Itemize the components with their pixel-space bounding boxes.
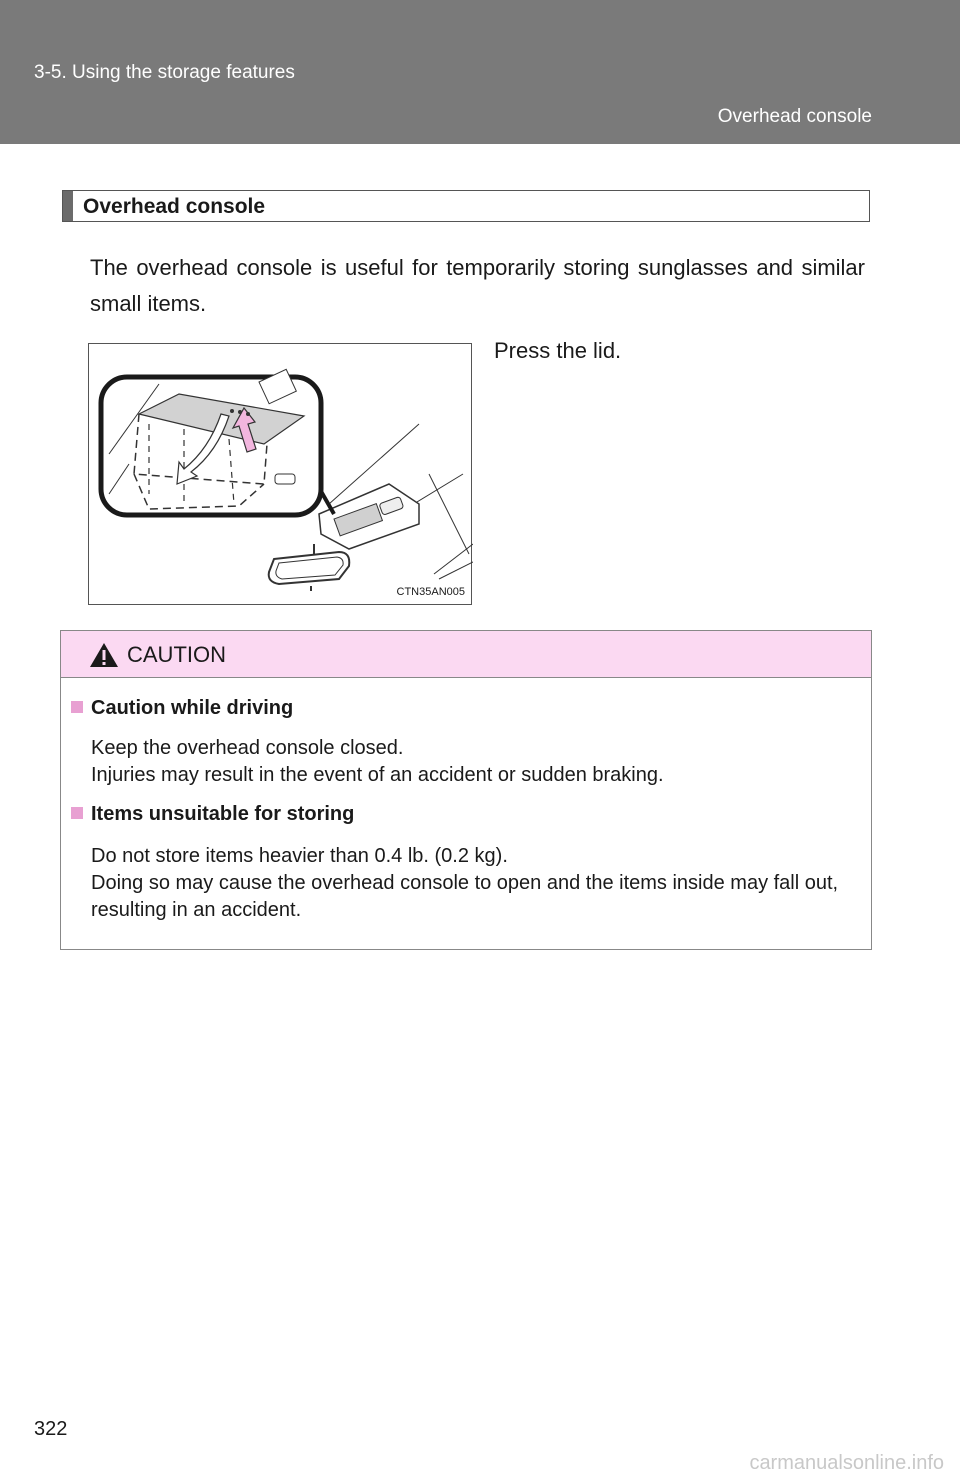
caution-item-body [91, 843, 866, 924]
section-title-box [62, 190, 870, 222]
caution-label: CAUTION [127, 642, 226, 667]
caution-header [61, 631, 871, 678]
caution-line: Doing so may cause the overhead console to open and the items inside may fall out, resulting in an accident. [91, 872, 839, 921]
bullet-square-icon [71, 701, 83, 713]
caution-line: Injuries may result in the event of an accident or sudden braking. [91, 764, 664, 786]
section-title: Overhead console [83, 195, 266, 218]
caution-item-title [71, 697, 293, 720]
caution-item-body [91, 735, 866, 789]
figure-code: CTN35AN005 [396, 586, 465, 598]
page-header [0, 0, 960, 144]
overhead-console-illustration [88, 343, 472, 605]
bullet-square-icon [71, 807, 83, 819]
caution-line: Do not store items heavier than 0.4 lb. (0.2 kg). [91, 845, 508, 867]
caution-item-title-text: Items unsuitable for storing [91, 803, 355, 825]
caution-item-title [71, 803, 354, 826]
console-drawing [89, 344, 473, 606]
caution-box [60, 630, 872, 950]
watermark: carmanualsonline.info [749, 1452, 944, 1474]
intro-paragraph: The overhead console is useful for temporarily storing sunglasses and similar small items. [90, 255, 865, 316]
topic-label: Overhead console [717, 106, 872, 127]
section-title-bar [63, 191, 73, 221]
warning-triangle-icon [89, 642, 119, 668]
step-instruction: Press the lid. [494, 338, 622, 363]
page-number: 322 [34, 1418, 68, 1440]
caution-line: Keep the overhead console closed. [91, 737, 404, 759]
caution-item-title-text: Caution while driving [91, 697, 294, 719]
chapter-section-label: 3-5. Using the storage features [34, 62, 295, 83]
